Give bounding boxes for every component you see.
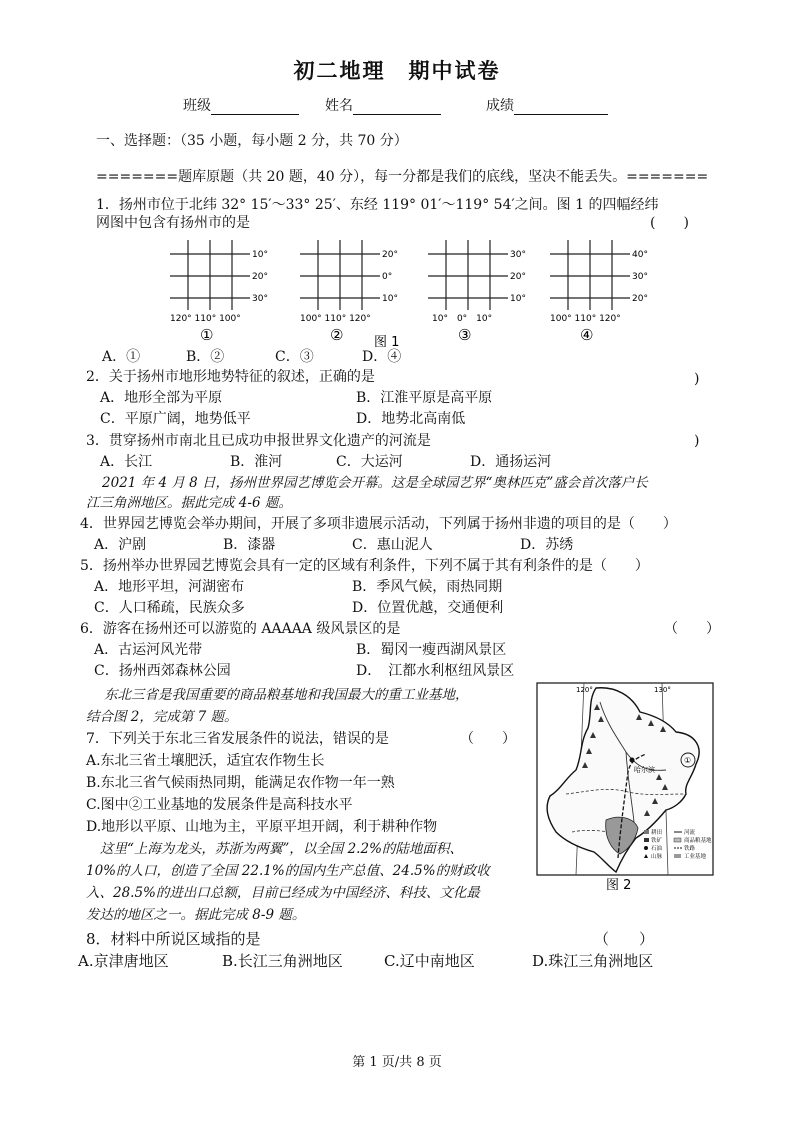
grid-3	[428, 240, 526, 344]
q3-option-b[interactable]: B．淮河	[230, 454, 283, 470]
q5-option-c[interactable]: C．人口稀疏，民族众多	[94, 600, 245, 616]
grid3-lat-3: 10°	[510, 294, 526, 304]
grid1-lat-2: 20°	[252, 272, 268, 282]
q2-option-d[interactable]: D．地势北高南低	[356, 411, 466, 427]
section-heading: 一、选择题：（35 小题，每小题 2 分，共 70 分）	[96, 133, 408, 149]
grid-4	[550, 240, 648, 344]
q6-answer-paren[interactable]: （ ）	[664, 621, 720, 637]
q2-option-a[interactable]: A．地形全部为平原	[100, 390, 223, 406]
page-footer: 第 1 页/共 8 页	[352, 1055, 442, 1070]
q4-option-b[interactable]: B．漆器	[223, 537, 276, 553]
class-label: 班级	[183, 98, 211, 114]
svg-text:铁矿: 铁矿	[651, 838, 663, 844]
grid4-lat-2: 30°	[632, 272, 648, 282]
svg-text:商品粮基地: 商品粮基地	[684, 838, 712, 844]
q7-option-c[interactable]: C.图中②工业基地的发展条件是高科技水平	[86, 797, 353, 813]
q7-option-b[interactable]: B.东北三省气候雨热同期，能满足农作物一年一熟	[86, 775, 395, 791]
q1-option-a[interactable]: A．①	[102, 349, 141, 365]
q7-option-d[interactable]: D.地形以平原、山地为主，平原平坦开阔，利于耕种作物	[86, 819, 438, 835]
grid2-lon: 100° 110° 120°	[300, 314, 371, 324]
material1-line2: 江三角洲地区。据此完成 4-6 题。	[86, 495, 292, 511]
svg-text:工业基地: 工业基地	[684, 854, 707, 860]
grid1-lon: 120° 110° 100°	[170, 314, 241, 324]
q1-option-d[interactable]: D．④	[362, 349, 402, 365]
q6-stem: 6．游客在扬州还可以游览的 AAAAA 级风景区的是	[80, 621, 401, 637]
q6-option-d[interactable]: D． 江都水利枢纽风景区	[356, 663, 515, 679]
score-blank[interactable]	[514, 100, 608, 115]
grid1-lat-1: 10°	[252, 250, 268, 260]
svg-text:铁路: 铁路	[684, 846, 696, 852]
grid-1	[170, 240, 268, 344]
q1-option-c[interactable]: C．③	[275, 349, 314, 365]
q5-option-a[interactable]: A．地形平坦，河湖密布	[94, 579, 245, 595]
q1-answer-paren[interactable]: ( )	[650, 215, 689, 231]
q6-option-c[interactable]: C．扬州西郊森林公园	[94, 663, 231, 679]
grid2-number: ②	[330, 326, 344, 344]
q3-answer-paren[interactable]: )	[694, 433, 700, 449]
name-blank[interactable]	[353, 100, 441, 115]
q4-option-d[interactable]: D．苏绣	[520, 537, 574, 553]
q5-stem: 5．扬州举办世界园艺博览会具有一定的区域有利条件，下列不属于其有利条件的是（ ）	[80, 558, 649, 574]
grid4-lon: 100° 110° 120°	[550, 314, 621, 324]
svg-text:河流: 河流	[684, 830, 696, 836]
material3-line4: 发达的地区之一。据此完成 8-9 题。	[86, 907, 306, 923]
score-label: 成绩	[486, 98, 514, 114]
q2-answer-paren[interactable]: )	[694, 371, 700, 387]
material2-line2: 结合图 2，完成第 7 题。	[86, 709, 238, 725]
q4-option-c[interactable]: C．惠山泥人	[352, 537, 433, 553]
grid4-lat-3: 20°	[632, 294, 648, 304]
figure2-caption: 图 2	[606, 878, 632, 892]
material2-line1: 东北三省是我国重要的商品粮基地和我国最大的重工业基地，	[104, 687, 469, 703]
q2-option-b[interactable]: B．江淮平原是高平原	[356, 390, 493, 406]
q5-option-b[interactable]: B．季风气候，雨热同期	[352, 579, 503, 595]
map-lon-120: 120°	[576, 686, 593, 694]
q1-stem-line2: 网图中包含有扬州市的是	[96, 215, 250, 231]
q3-option-c[interactable]: C．大运河	[336, 454, 403, 470]
name-field[interactable]	[325, 97, 441, 115]
q7-option-a[interactable]: A.东北三省土壤肥沃，适宜农作物生长	[86, 753, 325, 769]
q8-stem: 8．材料中所说区域指的是	[86, 930, 261, 948]
svg-text:山脉: 山脉	[651, 854, 663, 860]
svg-text:石油: 石油	[651, 846, 663, 852]
material3-line1: 这里“上海为龙头，苏浙为两翼”，以全国 2.2%的陆地面积、	[100, 841, 463, 857]
q5-option-d[interactable]: D．位置优越，交通便利	[352, 600, 504, 616]
score-field[interactable]	[486, 97, 608, 115]
q3-option-a[interactable]: A．长江	[100, 454, 153, 470]
q8-option-b[interactable]: B.长江三角洲地区	[222, 952, 343, 970]
section-banner: =======题库原题（共 20 题，40 分），每一分都是我们的底线，坚决不能丢失。=======	[96, 169, 709, 185]
q1-stem-line1: 1．扬州市位于北纬 32° 15′～33° 25′、东经 119° 01′～119° 54′之间。图 1 的四幅经纬	[96, 197, 659, 213]
q4-stem: 4．世界园艺博览会举办期间，开展了多项非遗展示活动，下列属于扬州非遗的项目的是（ ）	[80, 516, 677, 532]
grid2-lat-1: 20°	[382, 250, 398, 260]
grid4-number: ④	[580, 326, 594, 344]
class-field[interactable]	[183, 97, 299, 115]
grid1-number: ①	[200, 326, 214, 344]
figure1-caption: 图 1	[374, 335, 400, 348]
figure2-map	[536, 682, 714, 892]
map-city-label: 哈尔滨	[634, 766, 655, 774]
q7-stem: 7．下列关于东北三省发展条件的说法，错误的是	[86, 731, 389, 747]
q8-option-a[interactable]: A.京津唐地区	[78, 952, 169, 970]
grid2-lat-3: 10°	[382, 294, 398, 304]
material3-line2: 10%的人口，创造了全国 22.1%的国内生产总值、24.5%的财政收	[86, 863, 490, 879]
q2-option-c[interactable]: C．平原广阔，地势低平	[100, 411, 251, 427]
q7-answer-paren[interactable]: （ ）	[460, 731, 516, 747]
q8-answer-paren[interactable]: （ ）	[594, 930, 655, 948]
class-blank[interactable]	[211, 100, 299, 115]
material1-line1: 2021 年 4 月 8 日，扬州世界园艺博览会开幕。这是全球园艺界“奥林匹克”盛会首次落户长	[102, 475, 648, 491]
grid2-lat-2: 0°	[382, 272, 393, 282]
q8-option-d[interactable]: D.珠江三角洲地区	[532, 952, 654, 970]
q6-option-a[interactable]: A．古运河风光带	[94, 642, 203, 658]
name-label: 姓名	[325, 98, 353, 114]
grid3-number: ③	[458, 326, 472, 344]
map-lon-130: 130°	[654, 686, 671, 694]
grid3-lon: 10° 0° 10°	[432, 314, 493, 324]
grid3-lat-1: 30°	[510, 250, 526, 260]
grid4-lat-1: 40°	[632, 250, 648, 260]
q3-stem: 3．贯穿扬州市南北且已成功申报世界文化遗产的河流是	[86, 433, 431, 449]
grid-2	[300, 240, 398, 344]
q4-option-a[interactable]: A．沪剧	[94, 537, 147, 553]
q1-option-b[interactable]: B．②	[186, 349, 225, 365]
page-title: 初二地理 期中试卷	[293, 58, 501, 83]
svg-text:耕田: 耕田	[651, 830, 663, 836]
q6-option-b[interactable]: B．蜀冈一瘦西湖风景区	[356, 642, 507, 658]
q8-option-c[interactable]: C.辽中南地区	[384, 952, 475, 970]
q2-stem: 2．关于扬州市地形地势特征的叙述，正确的是	[86, 369, 375, 385]
grid3-lat-2: 20°	[510, 272, 526, 282]
material3-line3: 入、28.5%的进出口总额，目前已经成为中国经济、科技、文化最	[86, 885, 480, 901]
q3-option-d[interactable]: D．通扬运河	[470, 454, 552, 470]
harbin-dot	[630, 758, 635, 763]
grid1-lat-3: 30°	[252, 294, 268, 304]
map-marker-1: ①	[684, 756, 692, 765]
figure1-grids	[150, 236, 670, 348]
